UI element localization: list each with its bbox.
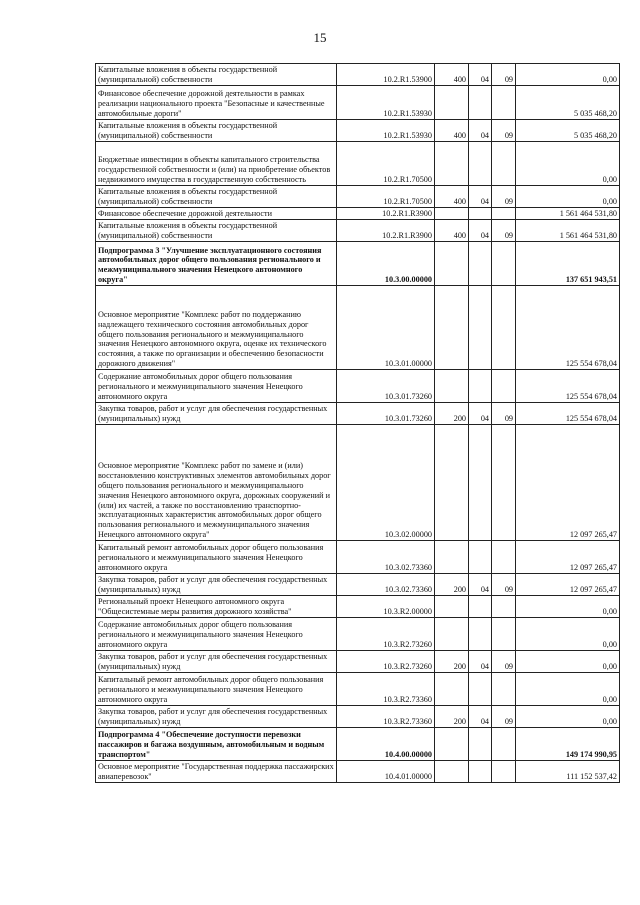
row-code-cell: 10.2.R1.R3900	[337, 220, 435, 242]
row-subsection-cell: 09	[492, 651, 516, 673]
row-name-cell: Закупка товаров, работ и услуг для обеспечения государственных (муниципальных) нужд	[96, 403, 337, 425]
table-row	[96, 706, 620, 728]
table-row	[96, 208, 620, 220]
row-section-cell: 04	[469, 120, 492, 142]
row-section-cell	[469, 541, 492, 574]
row-code-cell: 10.3.R2.00000	[337, 596, 435, 618]
row-amount-cell: 0,00	[516, 651, 620, 673]
row-code-cell: 10.4.00.00000	[337, 728, 435, 761]
row-expense-type-cell: 200	[435, 706, 469, 728]
row-name-cell: Содержание автомобильных дорог общего пользования регионального и межмуниципального значения Ненецкого автономного округа	[96, 370, 337, 403]
row-subsection-cell	[492, 286, 516, 370]
row-amount-cell: 0,00	[516, 186, 620, 208]
row-section-cell	[469, 142, 492, 186]
table-row	[96, 86, 620, 120]
row-expense-type-cell	[435, 242, 469, 286]
table-row	[96, 425, 620, 541]
row-subsection-cell: 09	[492, 706, 516, 728]
table-row	[96, 618, 620, 651]
row-expense-type-cell	[435, 142, 469, 186]
row-section-cell	[469, 86, 492, 120]
row-name-cell: Закупка товаров, работ и услуг для обеспечения государственных (муниципальных) нужд	[96, 574, 337, 596]
row-name-cell: Основное мероприятие "Комплекс работ по поддержанию надлежащего технического состояния автомобильных дорог общего пользования регионального и межмуниципального значения Ненецкого автономного округа, оценке их технического состояния, а также по организации и обеспечению безопасности дорожного движения"	[96, 286, 337, 370]
page-number: 15	[313, 30, 327, 45]
row-code-cell: 10.3.02.73360	[337, 541, 435, 574]
row-section-cell	[469, 286, 492, 370]
row-subsection-cell	[492, 142, 516, 186]
row-name-cell: Основное мероприятие "Комплекс работ по замене и (или) восстановлению конструктивных элементов автомобильных дорог общего пользования регионального и межмуниципального значения Ненецкого автономного округа, дорожных сооружений и (или) их частей, а также по восстановлению транспортно-эксплуатационных характеристик автомобильных дорог общего пользования регионального и межмуниципального значения Ненецкого автономного округа"	[96, 425, 337, 541]
row-code-cell: 10.3.R2.73360	[337, 673, 435, 706]
row-subsection-cell	[492, 596, 516, 618]
row-code-cell: 10.3.00.00000	[337, 242, 435, 286]
row-code-cell: 10.3.R2.73360	[337, 706, 435, 728]
row-code-cell: 10.3.02.00000	[337, 425, 435, 541]
row-amount-cell: 149 174 990,95	[516, 728, 620, 761]
row-subsection-cell: 09	[492, 186, 516, 208]
row-name-cell: Региональный проект Ненецкого автономного округа "Общесистемные меры развития дорожного хозяйства"	[96, 596, 337, 618]
row-name-cell: Закупка товаров, работ и услуг для обеспечения государственных (муниципальных) нужд	[96, 706, 337, 728]
row-section-cell: 04	[469, 706, 492, 728]
row-name-cell: Закупка товаров, работ и услуг для обеспечения государственных (муниципальных) нужд	[96, 651, 337, 673]
row-section-cell	[469, 208, 492, 220]
row-amount-cell: 12 097 265,47	[516, 541, 620, 574]
row-expense-type-cell: 200	[435, 574, 469, 596]
row-section-cell: 04	[469, 64, 492, 86]
row-code-cell: 10.3.R2.73260	[337, 618, 435, 651]
table-row	[96, 673, 620, 706]
row-code-cell: 10.3.R2.73260	[337, 651, 435, 673]
row-section-cell	[469, 728, 492, 761]
row-subsection-cell	[492, 673, 516, 706]
table-row	[96, 370, 620, 403]
row-section-cell	[469, 673, 492, 706]
row-code-cell: 10.3.01.73260	[337, 370, 435, 403]
row-expense-type-cell: 200	[435, 651, 469, 673]
row-name-cell: Капитальный ремонт автомобильных дорог общего пользования регионального и межмуниципального значения Ненецкого автономного округа	[96, 541, 337, 574]
row-subsection-cell	[492, 728, 516, 761]
table-row	[96, 596, 620, 618]
table-row	[96, 541, 620, 574]
row-code-cell: 10.3.01.00000	[337, 286, 435, 370]
row-amount-cell: 125 554 678,04	[516, 286, 620, 370]
row-amount-cell: 0,00	[516, 596, 620, 618]
row-section-cell: 04	[469, 220, 492, 242]
row-name-cell: Капитальные вложения в объекты государственной (муниципальной) собственности	[96, 120, 337, 142]
table-row	[96, 220, 620, 242]
row-subsection-cell	[492, 761, 516, 783]
row-expense-type-cell	[435, 618, 469, 651]
row-subsection-cell: 09	[492, 574, 516, 596]
row-amount-cell: 5 035 468,20	[516, 120, 620, 142]
table-row	[96, 64, 620, 86]
table-row	[96, 728, 620, 761]
row-section-cell	[469, 596, 492, 618]
row-expense-type-cell	[435, 286, 469, 370]
row-name-cell: Основное мероприятие "Государственная поддержка пассажирских авиаперевозок"	[96, 761, 337, 783]
row-section-cell: 04	[469, 574, 492, 596]
row-expense-type-cell: 400	[435, 120, 469, 142]
row-code-cell: 10.3.01.73260	[337, 403, 435, 425]
row-expense-type-cell: 400	[435, 64, 469, 86]
row-subsection-cell	[492, 370, 516, 403]
row-code-cell: 10.2.R1.R3900	[337, 208, 435, 220]
row-amount-cell: 12 097 265,47	[516, 574, 620, 596]
row-name-cell: Капитальный ремонт автомобильных дорог общего пользования регионального и межмуниципального значения Ненецкого автономного округа	[96, 673, 337, 706]
row-code-cell: 10.2.R1.53930	[337, 120, 435, 142]
table-row	[96, 651, 620, 673]
row-subsection-cell: 09	[492, 64, 516, 86]
budget-table-body	[96, 64, 620, 783]
row-name-cell: Содержание автомобильных дорог общего пользования регионального и межмуниципального значения Ненецкого автономного округа	[96, 618, 337, 651]
row-code-cell: 10.2.R1.70500	[337, 186, 435, 208]
row-section-cell	[469, 425, 492, 541]
row-amount-cell: 1 561 464 531,80	[516, 220, 620, 242]
row-section-cell: 04	[469, 403, 492, 425]
table-row	[96, 761, 620, 783]
row-subsection-cell	[492, 86, 516, 120]
budget-table	[95, 63, 620, 783]
row-amount-cell: 5 035 468,20	[516, 86, 620, 120]
row-amount-cell: 0,00	[516, 673, 620, 706]
row-section-cell: 04	[469, 651, 492, 673]
row-expense-type-cell	[435, 673, 469, 706]
row-amount-cell: 12 097 265,47	[516, 425, 620, 541]
row-expense-type-cell: 200	[435, 403, 469, 425]
row-section-cell: 04	[469, 186, 492, 208]
row-name-cell: Капитальные вложения в объекты государственной (муниципальной) собственности	[96, 64, 337, 86]
row-code-cell: 10.2.R1.53900	[337, 64, 435, 86]
row-subsection-cell: 09	[492, 403, 516, 425]
row-name-cell: Капитальные вложения в объекты государственной (муниципальной) собственности	[96, 186, 337, 208]
row-expense-type-cell	[435, 86, 469, 120]
row-section-cell	[469, 618, 492, 651]
row-expense-type-cell	[435, 541, 469, 574]
row-amount-cell: 1 561 464 531,80	[516, 208, 620, 220]
row-amount-cell: 0,00	[516, 64, 620, 86]
row-code-cell: 10.3.02.73360	[337, 574, 435, 596]
table-row	[96, 120, 620, 142]
row-expense-type-cell	[435, 370, 469, 403]
table-row	[96, 403, 620, 425]
table-row	[96, 574, 620, 596]
row-expense-type-cell	[435, 761, 469, 783]
row-amount-cell: 125 554 678,04	[516, 403, 620, 425]
row-code-cell: 10.4.01.00000	[337, 761, 435, 783]
row-code-cell: 10.2.R1.53930	[337, 86, 435, 120]
table-row	[96, 142, 620, 186]
row-amount-cell: 0,00	[516, 618, 620, 651]
row-expense-type-cell	[435, 425, 469, 541]
row-expense-type-cell	[435, 596, 469, 618]
row-amount-cell: 0,00	[516, 142, 620, 186]
row-expense-type-cell: 400	[435, 220, 469, 242]
row-amount-cell: 0,00	[516, 706, 620, 728]
table-row	[96, 186, 620, 208]
table-row	[96, 286, 620, 370]
row-subsection-cell	[492, 208, 516, 220]
row-subsection-cell: 09	[492, 120, 516, 142]
table-row	[96, 242, 620, 286]
row-code-cell: 10.2.R1.70500	[337, 142, 435, 186]
row-section-cell	[469, 370, 492, 403]
row-expense-type-cell	[435, 728, 469, 761]
row-subsection-cell	[492, 242, 516, 286]
row-section-cell	[469, 242, 492, 286]
row-amount-cell: 125 554 678,04	[516, 370, 620, 403]
row-amount-cell: 111 152 537,42	[516, 761, 620, 783]
row-name-cell: Капитальные вложения в объекты государственной (муниципальной) собственности	[96, 220, 337, 242]
row-name-cell: Подпрограмма 3 "Улучшение эксплуатационного состояния автомобильных дорог общего пользования регионального и межмуниципального значения Ненецкого автономного округа"	[96, 242, 337, 286]
row-subsection-cell: 09	[492, 220, 516, 242]
row-amount-cell: 137 651 943,51	[516, 242, 620, 286]
row-subsection-cell	[492, 541, 516, 574]
row-expense-type-cell: 400	[435, 186, 469, 208]
row-name-cell: Финансовое обеспечение дорожной деятельности в рамках реализации национального проекта "Безопасные и качественные автомобильные дороги"	[96, 86, 337, 120]
row-section-cell	[469, 761, 492, 783]
row-name-cell: Бюджетные инвестиции в объекты капитального строительства государственной собственности и (или) на приобретение объектов недвижимого имущества в государственную собственность	[96, 142, 337, 186]
row-name-cell: Подпрограмма 4 "Обеспечение доступности перевозки пассажиров и багажа воздушным, автомобильным и водным транспортом"	[96, 728, 337, 761]
row-subsection-cell	[492, 425, 516, 541]
row-expense-type-cell	[435, 208, 469, 220]
row-name-cell: Финансовое обеспечение дорожной деятельности	[96, 208, 337, 220]
row-subsection-cell	[492, 618, 516, 651]
